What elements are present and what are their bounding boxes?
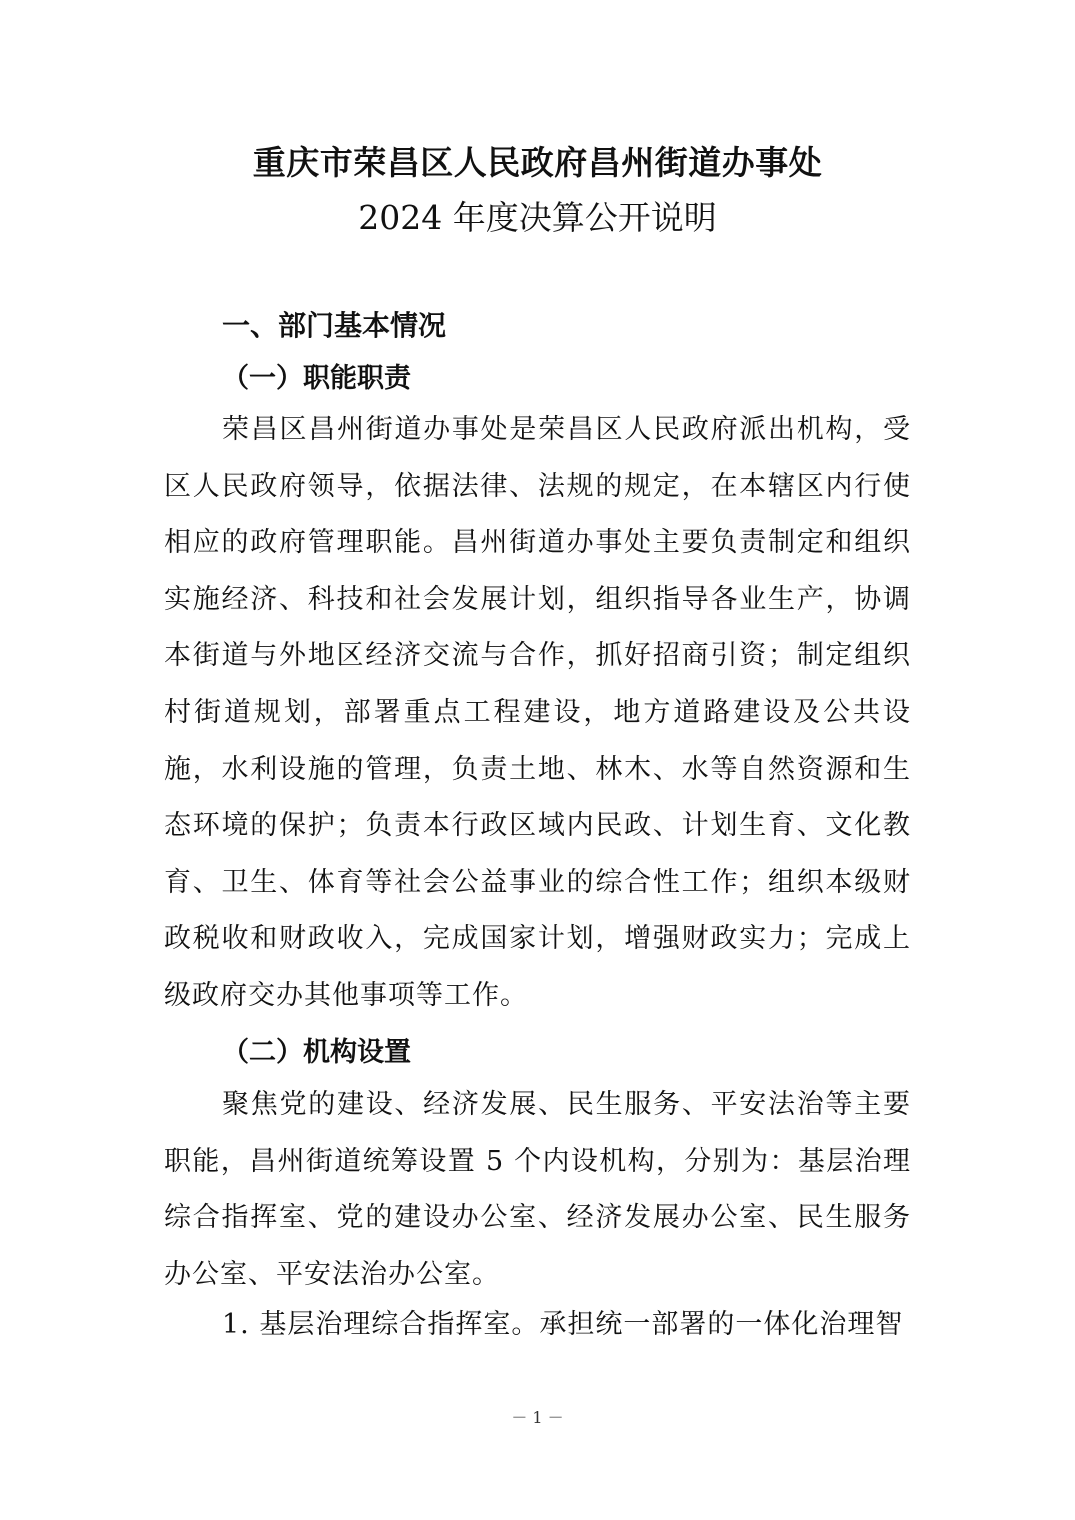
- page-number: － 1 －: [511, 1408, 564, 1427]
- paragraph-item-1: 1. 基层治理综合指挥室。承担统一部署的一体化治理智: [222, 1309, 904, 1340]
- paragraph-duties: 荣昌区昌州街道办事处是荣昌区人民政府派出机构，受区人民政府领导，依据法律、法规的规定，在本辖区内行使相应的政府管理职能。昌州街道办事处主要负责制定和组织实施经济、科技和社会发展计划，组织指导各业生产，协调本街道与外地区经济交流与合作，抓好招商引资；制定组织村街道规划，部署重点工程建设，地方道路建设及公共设施，水利设施的管理，负责土地、林木、水等自然资源和生态环境的保护；负责本行政区域内民政、计划生育、文化教育、卫生、体育等社会公益事业的综合性工作；组织本级财政税收和财政收入，完成国家计划，增强财政实力；完成上级政府交办其他事项等工作。: [164, 414, 911, 1011]
- document-title-line1: 重庆市荣昌区人民政府昌州街道办事处: [252, 143, 823, 182]
- document-title-line2: 2024 年度决算公开说明: [358, 198, 717, 237]
- subsection-heading-duties: （一）职能职责: [222, 363, 411, 394]
- paragraph-organization: 聚焦党的建设、经济发展、民生服务、平安法治等主要职能，昌州街道统筹设置 5 个内设机构，分别为：基层治理综合指挥室、党的建设办公室、经济发展办公室、民生服务办公室、平安法治办公室。: [164, 1089, 911, 1290]
- section-heading-basic-info: 一、部门基本情况: [222, 309, 447, 342]
- subsection-heading-organization: （二）机构设置: [222, 1037, 411, 1068]
